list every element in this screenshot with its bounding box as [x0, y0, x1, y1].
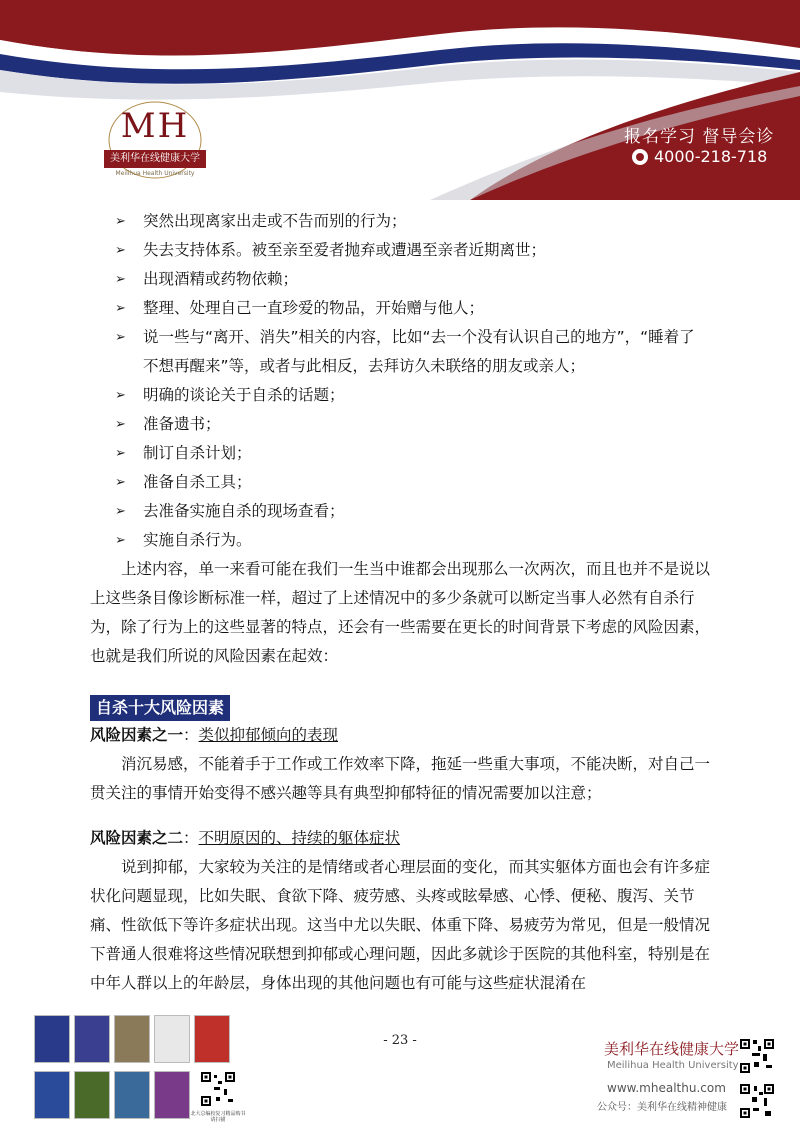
book-covers — [34, 1015, 244, 1127]
footer-university-cn: 美利华在线健康大学 — [604, 1040, 740, 1058]
intro-paragraph: 上述内容，单一来看可能在我们一生当中谁都会出现那么一次两次，而且也并不是说以上这些条目像诊断标准一样，超过了上述情况中的多少条就可以断定当事人必然有自杀行为，除了行为上的这些显著的特点，还会有一些需要在更长的时间背景下考虑的风险因素，也就是我们所说的风险因素在起效： — [90, 560, 711, 665]
arrow-bullet-icon: ➢ — [115, 330, 126, 345]
arrow-bullet-icon: ➢ — [115, 533, 126, 548]
arrow-bullet-icon: ➢ — [115, 243, 126, 258]
factor-heading — [90, 824, 710, 853]
list-item — [90, 294, 710, 323]
arrow-bullet-icon: ➢ — [115, 446, 126, 461]
warning-signs-list — [90, 207, 710, 555]
qr-caption: 北大总编校复习精品购书请扫描 — [190, 1111, 246, 1123]
factor-body: 消沉易感，不能着手于工作或工作效率下降，拖延一些重大事项，不能决断，对自己一贯关注的事情开始变得不感兴趣等具有典型抑郁特征的情况需要加以注意； — [90, 755, 711, 802]
book-cover — [154, 1015, 190, 1063]
footer-wechat: 公众号：美利华在线精神健康 — [597, 1102, 727, 1113]
qr-code-icon — [739, 1083, 775, 1119]
logo-mark: MH — [120, 106, 190, 146]
list-item-text: 整理、处理自己一直珍爱的物品，开始赠与他人； — [143, 299, 485, 317]
list-item-text: 出现酒精或药物依赖； — [143, 270, 299, 288]
arrow-bullet-icon: ➢ — [115, 388, 126, 403]
list-item-text: 明确的谈论关于自杀的话题； — [143, 386, 345, 404]
phone-icon — [632, 149, 648, 165]
logo-subtitle: Meilihua Health University — [115, 170, 195, 177]
main-content — [90, 207, 710, 998]
list-item — [90, 526, 710, 555]
list-item-text: 突然出现离家出走或不告而别的行为； — [143, 212, 407, 230]
footer-url[interactable]: www.mhealthu.com — [607, 1081, 726, 1095]
footer-university-en: Meilihua Health University — [607, 1060, 739, 1071]
book-cover — [34, 1015, 70, 1063]
list-item-text: 实施自杀行为。 — [143, 531, 252, 549]
book-cover — [194, 1015, 230, 1063]
header-phone[interactable] — [632, 147, 767, 166]
logo-ribbon: 美利华在线健康大学 — [104, 150, 206, 168]
factor-description: 类似抑郁倾向的表现 — [198, 726, 339, 744]
qr-code-icon — [200, 1071, 236, 1111]
arrow-bullet-icon: ➢ — [115, 475, 126, 490]
arrow-bullet-icon: ➢ — [115, 214, 126, 229]
factor-label: 风险因素之二 — [90, 829, 184, 847]
book-cover — [154, 1071, 190, 1119]
book-cover — [114, 1015, 150, 1063]
arrow-bullet-icon: ➢ — [115, 504, 126, 519]
list-item — [90, 410, 710, 439]
page-number: - 23 - — [383, 1033, 417, 1048]
arrow-bullet-icon: ➢ — [115, 301, 126, 316]
book-cover — [74, 1015, 110, 1063]
list-item — [90, 207, 710, 236]
book-cover — [114, 1071, 150, 1119]
list-item — [90, 381, 710, 410]
arrow-bullet-icon: ➢ — [115, 272, 126, 287]
header-slogan: 报名学习 督导会诊 — [624, 127, 775, 147]
factor-label: 风险因素之一 — [90, 726, 184, 744]
factor-separator: ： — [183, 726, 199, 744]
list-item-text: 说一些与“离开、消失”相关的内容，比如“去一个没有认识自己的地方”，“睡着了不想再醒来”等，或者与此相反，去拜访久未联络的朋友或亲人； — [143, 328, 695, 375]
qr-code-icon — [739, 1038, 775, 1074]
list-item — [90, 468, 710, 497]
list-item — [90, 439, 710, 468]
mh-logo — [100, 100, 210, 186]
section-title: 自杀十大风险因素 — [90, 695, 230, 721]
list-item — [90, 236, 710, 265]
factor-body: 说到抑郁，大家较为关注的是情绪或者心理层面的变化，而其实躯体方面也会有许多症状化问题显现，比如失眠、食欲下降、疲劳感、头疼或眩晕感、心悸、便秘、腹泻、关节痛、性欲低下等许多症状出现。这当中尤以失眠、体重下降、易疲劳为常见，但是一般情况下普通人很难将这些情况联想到抑郁或心理问题，因此多就诊于医院的其他科室，特别是在中年人群以上的年龄层，身体出现的其他问题也有可能与这些症状混淆在 — [90, 858, 711, 992]
list-item-text: 去准备实施自杀的现场查看； — [143, 502, 345, 520]
list-item-text: 失去支持体系。被至亲至爱者抛弃或遭遇至亲者近期离世； — [143, 241, 547, 259]
list-item-text: 制订自杀计划； — [143, 444, 252, 462]
book-cover — [74, 1071, 110, 1119]
list-item — [90, 265, 710, 294]
list-item-text: 准备遗书； — [143, 415, 221, 433]
factor-heading — [90, 721, 710, 750]
factor-description: 不明原因的、持续的躯体症状 — [198, 829, 401, 847]
phone-number: 4000-218-718 — [654, 147, 768, 166]
list-item-text: 准备自杀工具； — [143, 473, 252, 491]
arrow-bullet-icon: ➢ — [115, 417, 126, 432]
book-cover — [34, 1071, 70, 1119]
factor-separator: ： — [183, 829, 199, 847]
list-item — [90, 323, 710, 381]
list-item — [90, 497, 710, 526]
